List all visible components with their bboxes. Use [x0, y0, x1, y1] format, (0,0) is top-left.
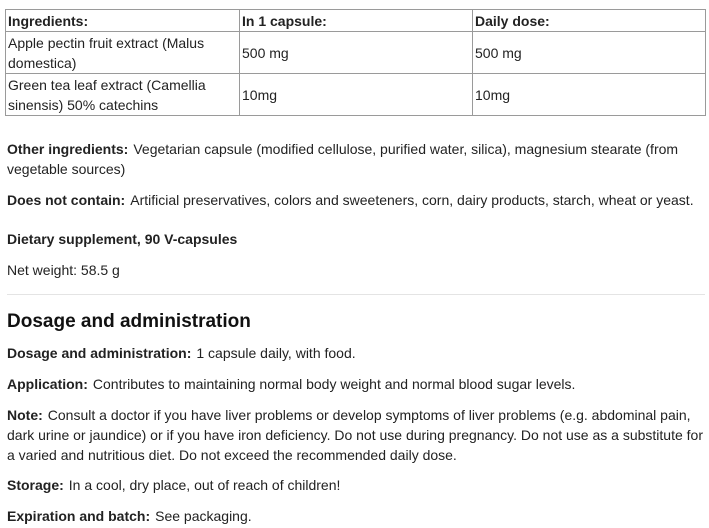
- does-not-contain-label: Does not contain:: [7, 192, 126, 208]
- application-line: [7, 374, 705, 394]
- section-divider: [7, 294, 705, 295]
- note-text: Consult a doctor if you have liver problems or develop symptoms of liver problems (e.g. abdominal pain, dark urine or jaundice) or if you have iron deficiency. Do not use during pregnancy. Do not use as a substitute for a varied and nutritious diet. Do not exceed the recommended daily dose.: [7, 407, 703, 463]
- net-weight: Net weight: 58.5 g: [7, 262, 120, 278]
- note-paragraph: [7, 405, 705, 465]
- product-type: Dietary supplement, 90 V-capsules: [7, 231, 238, 247]
- amount-daily-dose: 500 mg: [473, 32, 706, 74]
- table-row: [6, 74, 706, 116]
- header-per-capsule: In 1 capsule:: [240, 10, 473, 32]
- dosage-label: Dosage and administration:: [7, 345, 192, 361]
- storage-line: [7, 475, 705, 495]
- table-row: [6, 32, 706, 74]
- header-ingredients: Ingredients:: [6, 10, 240, 32]
- table-header-row: [6, 10, 706, 32]
- other-ingredients-label: Other ingredients:: [7, 141, 129, 157]
- header-daily-dose: Daily dose:: [473, 10, 706, 32]
- dosage-text: 1 capsule daily, with food.: [196, 345, 356, 361]
- does-not-contain-text: Artificial preservatives, colors and sweeteners, corn, dairy products, starch, wheat or yeast.: [130, 192, 694, 208]
- other-ingredients-text: Vegetarian capsule (modified cellulose, purified water, silica), magnesium stearate (from vegetable sources): [7, 141, 679, 177]
- expiration-line: [7, 506, 705, 526]
- other-ingredients: [7, 139, 705, 179]
- storage-label: Storage:: [7, 477, 64, 493]
- ingredient-name: Green tea leaf extract (Camellia sinensis) 50% catechins: [6, 74, 240, 116]
- ingredients-table: [5, 9, 706, 116]
- storage-text: In a cool, dry place, out of reach of children!: [68, 477, 341, 493]
- ingredient-name: Apple pectin fruit extract (Malus domestica): [6, 32, 240, 74]
- dosage-heading: Dosage and administration: [7, 311, 251, 332]
- amount-per-capsule: 10mg: [240, 74, 473, 116]
- application-label: Application:: [7, 376, 88, 392]
- amount-daily-dose: 10mg: [473, 74, 706, 116]
- expiration-label: Expiration and batch:: [7, 508, 151, 524]
- dosage-line: [7, 343, 705, 363]
- amount-per-capsule: 500 mg: [240, 32, 473, 74]
- note-label: Note:: [7, 407, 43, 423]
- expiration-text: See packaging.: [155, 508, 252, 524]
- does-not-contain: [7, 190, 705, 210]
- application-text: Contributes to maintaining normal body weight and normal blood sugar levels.: [92, 376, 576, 392]
